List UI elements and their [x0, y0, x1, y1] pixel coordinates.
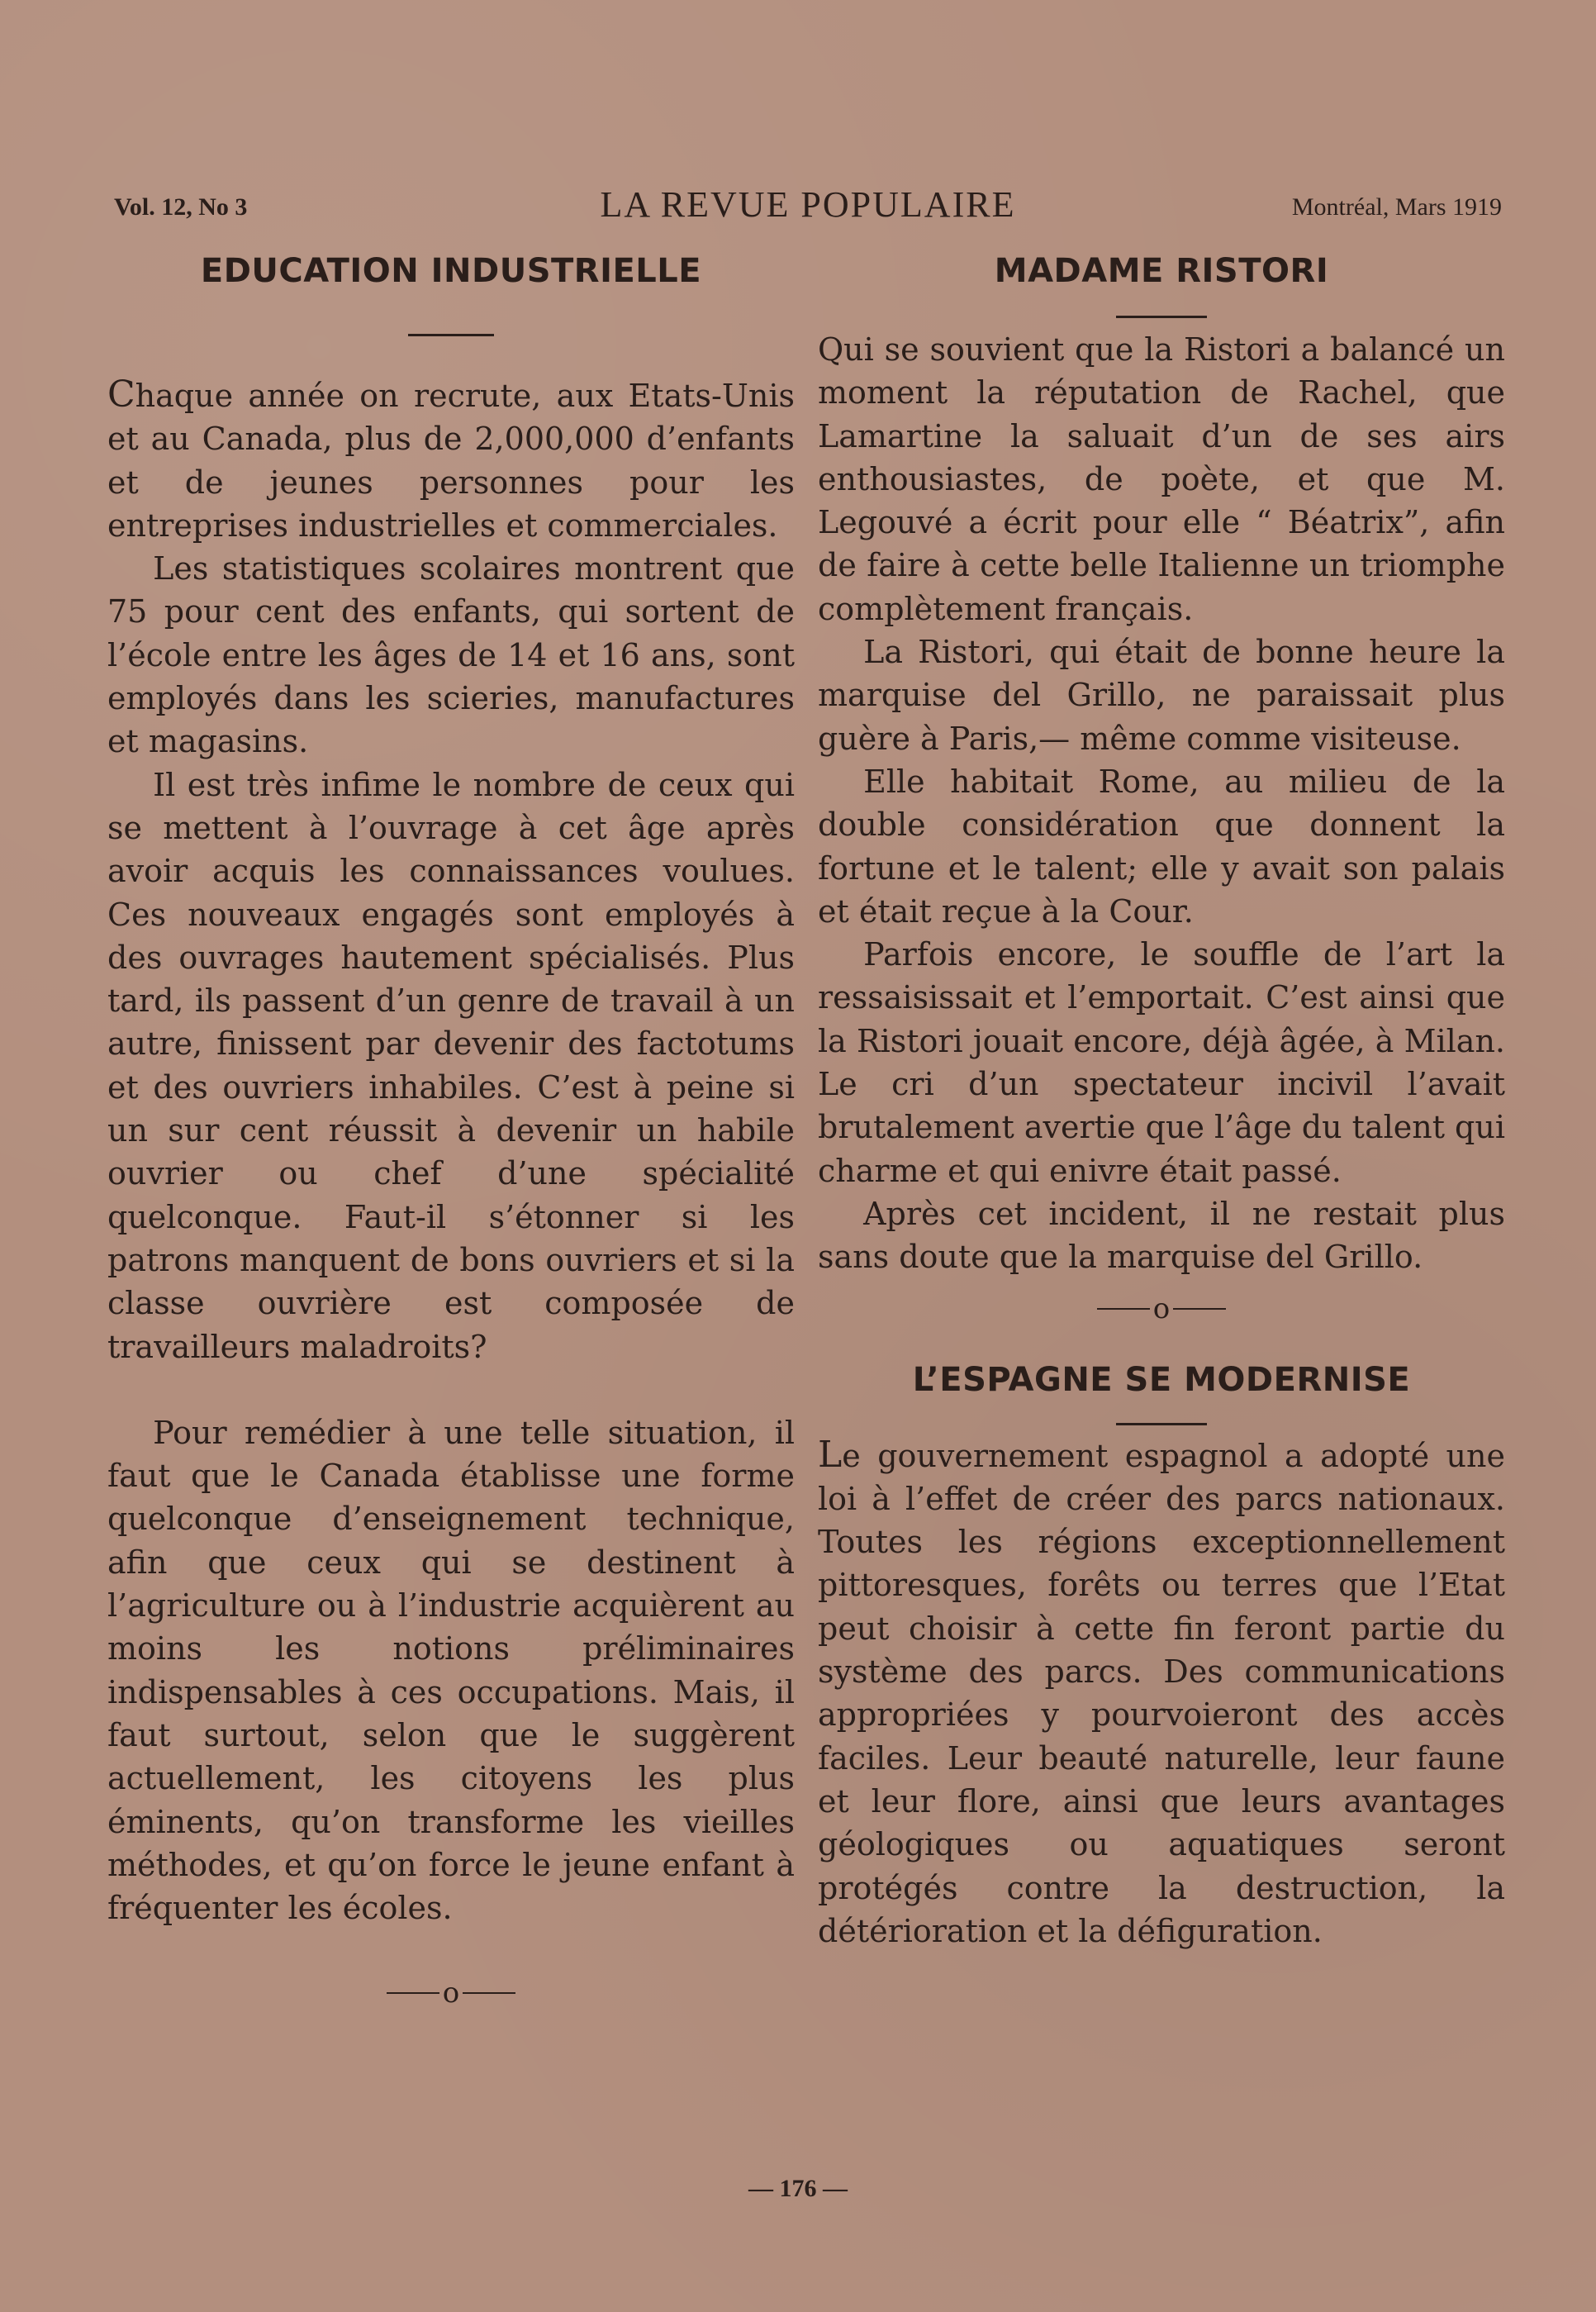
paragraph: Le gouvernement espagnol a adopté une loi à l’effet de créer des parcs nationaux. Toutes les régions exceptionnellement pittoresques, forêts ou terres que l’Etat peut choisir à cette fin feront partie du système des parcs. Des communications appropriées y pourvoieront des accès faciles. Leur beauté naturelle, leur faune et leur flore, ainsi que leurs avantages géologiques ou aquatiques seront protégés contre la destruction, la détérioration et la défiguration.	[818, 1433, 1505, 1949]
paragraph: Qui se souvient que la Ristori a balancé un moment la réputation de Rachel, que Lamartine la saluait d’un de ses airs enthousiastes, de poète, et que M. Legouvé a écrit pour elle “ Béatrix”, afin de faire à cette belle Italienne un triomphe complètement français.	[818, 331, 1505, 627]
dateline: Montréal, Mars 1919	[1291, 193, 1502, 221]
paragraph: Chaque année on recrute, aux Etats-Unis et au Canada, plus de 2,000,000 d’enfants et de jeunes personnes pour les entreprises industrielles et commerciales.	[107, 373, 795, 544]
journal-title: LA REVUE POPULAIRE	[600, 184, 1016, 225]
paragraph: Elle habitait Rome, au milieu de la double considération que donnent la fortune et le talent; elle y avait son palais et était reçue à la Cour.	[818, 763, 1505, 930]
paragraph: Après cet incident, il ne restait plus sans doute que la marquise del Grillo.	[818, 1195, 1505, 1276]
paragraph: Il est très infime le nombre de ceux qui se mettent à l’ouvrage à cet âge après avoir acquis les connaissances voulues. Ces nouveaux engagés sont employés à des ouvrages hautement spécialisés. Plus tard, ils passent d’un genre de travail à un autre, finissent par devenir des factotums et des ouvriers inhabiles. C’est à peine si un sur cent réussit à devenir un habile ouvrier ou chef d’une spécialité quelconque. Faut-il s’étonner si les patrons manquent de bons ouvriers et si la classe ouvrière est composée de travailleurs maladroits?	[107, 766, 795, 1365]
paragraph: Parfois encore, le souffle de l’art la ressaisissait et l’emportait. C’est ainsi que la Ristori jouait encore, déjà âgée, à Milan. Le cri d’un spectateur incivil l’avait brutalement avertie que l’âge du talent qui charme et qui enivre était passé.	[818, 936, 1506, 1189]
paragraph: Les statistiques scolaires montrent que 75 pour cent des enfants, qui sortent de l’école entre les âges de 14 et 16 ans, sont employés dans les scieries, manufactures et magasins.	[107, 550, 795, 760]
right-column	[818, 248, 1505, 1953]
drop-cap: C	[107, 373, 135, 416]
title-rule	[408, 334, 494, 336]
left-column	[107, 248, 795, 2010]
section-separator: o	[107, 1975, 795, 2010]
article-title-espagne: L’ESPAGNE SE MODERNISE	[912, 1360, 1411, 1399]
section-separator: o	[818, 1291, 1505, 1325]
running-header	[114, 183, 1502, 233]
article-body-espagne	[818, 1434, 1505, 1953]
page-number: — 176 —	[748, 2175, 848, 2202]
article-title-ristori: MADAME RISTORI	[994, 252, 1329, 290]
article-title-education: EDUCATION INDUSTRIELLE	[200, 252, 702, 290]
title-rule	[1116, 316, 1207, 318]
volume-number: Vol. 12, No 3	[114, 193, 248, 221]
paragraph: La Ristori, qui était de bonne heure la marquise del Grillo, ne paraissait plus guère à Paris,— même comme visiteuse.	[818, 634, 1505, 757]
paragraph: Pour remédier à une telle situation, il faut que le Canada établisse une forme quelconque d’enseignement technique, afin que ceux qui se destinent à l’agriculture ou à l’industrie acquièrent au moins les notions préliminaires indispensables à ces occupations. Mais, il faut surtout, selon que le suggèrent actuellement, les citoyens les plus éminents, qu’on transforme les vieilles méthodes, et qu’on force le jeune enfant à fréquenter les écoles.	[107, 1414, 795, 1927]
article-body-ristori	[818, 328, 1505, 1279]
title-rule	[1116, 1423, 1207, 1425]
article-body-education	[107, 373, 795, 1929]
drop-cap: L	[818, 1433, 843, 1476]
